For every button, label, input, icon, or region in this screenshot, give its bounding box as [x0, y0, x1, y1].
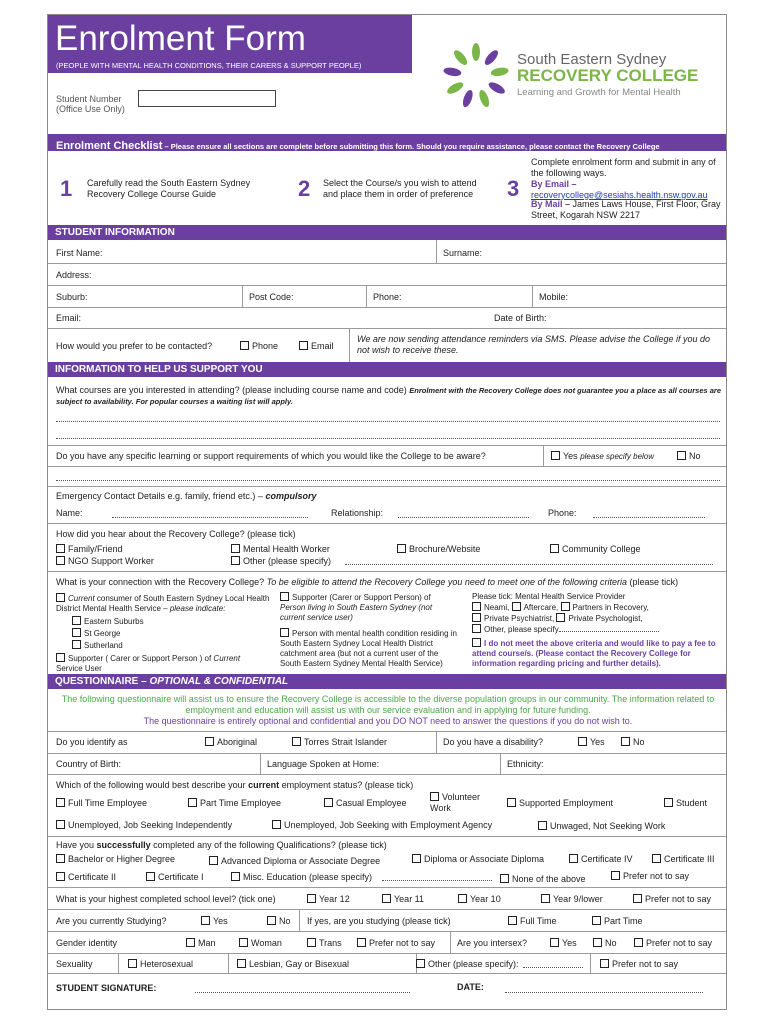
- qual-label: Certificate III: [664, 854, 715, 864]
- questionnaire-intro-1: The following questionnaire will assist us to ensure the Recovery College is accessible to the diverse population groups in our community. The information related to employment and education will assist us with our service evaluation and in applying for future funding.: [61, 694, 715, 715]
- checkbox-icon[interactable]: [472, 624, 481, 633]
- supporter-person-text: Supporter (Carer or Support Person) of: [292, 593, 431, 602]
- provider-label: Neami,: [484, 603, 510, 612]
- gender-label: Gender identity: [56, 938, 118, 948]
- ethnicity-label[interactable]: Ethnicity:: [507, 759, 544, 769]
- school-label: Year 12: [319, 894, 350, 904]
- studying-yes-label: Yes: [213, 916, 228, 926]
- tick-provider: Please tick: Mental Health Service Provider: [472, 592, 626, 601]
- disability-label: Do you have a disability?: [443, 737, 544, 747]
- hear-other-field[interactable]: [345, 556, 713, 565]
- provider-label: Aftercare,: [523, 603, 559, 612]
- school-question: What is your highest completed school level? (tick one): [56, 894, 276, 904]
- contact-email-option[interactable]: [299, 341, 334, 351]
- area-eastern-suburbs[interactable]: [72, 616, 144, 626]
- checkbox-icon[interactable]: [299, 341, 308, 350]
- courses-q-text: What courses are you interested in attending? (please including course name and code): [56, 385, 407, 395]
- intersex-label: Are you intersex?: [457, 938, 528, 948]
- by-email-label: By Email –: [531, 179, 577, 189]
- sex-other-field[interactable]: [523, 960, 583, 968]
- emp-unemployed-agency[interactable]: [272, 820, 492, 830]
- not-meet-text: I do not meet the above criteria and would like to pay a fee to attend course/s. (Please contact the Recovery College for information regarding pricing and further details).: [472, 639, 716, 668]
- checkbox-icon[interactable]: [231, 544, 240, 553]
- sex-opt-label: Other (please specify):: [428, 959, 519, 969]
- emp-label: Volunteer: [442, 792, 481, 802]
- school-year-11[interactable]: [382, 894, 424, 904]
- gender-opt-label: Woman: [251, 938, 282, 948]
- student-number-label: Student Number: [56, 94, 122, 104]
- qual-q-pre: Have you: [56, 840, 95, 850]
- questionnaire-heading-text: QUESTIONNAIRE –: [55, 676, 147, 687]
- emp-casual[interactable]: [324, 798, 407, 808]
- checkbox-icon[interactable]: [209, 856, 218, 865]
- emp-label: Unemployed, Job Seeking Independently: [68, 820, 233, 830]
- recovery-college-logo-icon: [440, 40, 512, 112]
- gender-prefer-not[interactable]: [357, 938, 435, 948]
- checkbox-icon[interactable]: [56, 653, 65, 662]
- supporter-person[interactable]: [280, 592, 450, 623]
- emp-unwaged[interactable]: [538, 821, 665, 831]
- phone-label[interactable]: Phone:: [373, 292, 402, 302]
- signature-field[interactable]: [195, 984, 410, 993]
- checkbox-icon[interactable]: [267, 916, 276, 925]
- checkbox-icon[interactable]: [280, 592, 289, 601]
- emp-label: Full Time Employee: [68, 798, 148, 808]
- student-info-heading: STUDENT INFORMATION: [48, 225, 726, 240]
- contact-phone-label: Phone: [252, 341, 279, 351]
- step-2-text: Select the Course/s you wish to attend and place them in order of preference: [323, 178, 477, 199]
- checkbox-icon[interactable]: [500, 874, 509, 883]
- school-year-9[interactable]: [541, 894, 603, 904]
- provider-other-field[interactable]: [559, 625, 659, 632]
- sex-opt-label: Lesbian, Gay or Bisexual: [249, 959, 350, 969]
- courses-line-1[interactable]: [56, 413, 720, 422]
- emergency-phone-label: Phone:: [548, 508, 577, 518]
- hear-ngo-label: NGO Support Worker: [68, 556, 154, 566]
- checkbox-icon[interactable]: [507, 798, 516, 807]
- area-sutherland[interactable]: [72, 640, 123, 650]
- hear-family-label: Family/Friend: [68, 544, 123, 554]
- studying-full-time[interactable]: [508, 916, 557, 926]
- checkbox-icon[interactable]: [201, 916, 210, 925]
- checkbox-icon[interactable]: [593, 938, 602, 947]
- checkbox-icon[interactable]: [239, 938, 248, 947]
- courses-note: Enrolment with the Recovery College does not guarantee you a place as all courses are subject to availability. For popular courses a waiting list will apply.: [56, 386, 722, 406]
- qual-cert-ii[interactable]: [56, 872, 116, 882]
- person-mh-text: Person with mental health condition residing in South Eastern Sydney Local Health District catchment area (but not a current user of the South Eastern Sydney Mental Health Service): [280, 629, 457, 668]
- connection-q-text: What is your connection with the Recovery College?: [56, 577, 265, 587]
- checkbox-icon[interactable]: [56, 556, 65, 565]
- questionnaire-heading: [48, 674, 726, 689]
- provider-label: Private Psychiatrist,: [484, 614, 555, 623]
- emergency-name-label: Name:: [56, 508, 83, 518]
- studying-no-label: No: [279, 916, 291, 926]
- checkbox-icon[interactable]: [240, 341, 249, 350]
- checkbox-icon[interactable]: [677, 451, 686, 460]
- employment-question: [56, 780, 413, 790]
- sex-other[interactable]: [416, 959, 519, 969]
- hear-brochure[interactable]: [397, 544, 480, 554]
- hear-community[interactable]: [550, 544, 641, 554]
- person-living-text: Person living in South Eastern Sydney (not current service user): [280, 603, 433, 622]
- checkbox-icon[interactable]: [188, 798, 197, 807]
- courses-line-2[interactable]: [56, 430, 720, 439]
- checkbox-icon[interactable]: [508, 916, 517, 925]
- school-prefer-not[interactable]: [633, 894, 711, 904]
- qual-cert-iv[interactable]: [569, 854, 633, 864]
- checkbox-icon[interactable]: [56, 872, 65, 881]
- hear-ngo[interactable]: [56, 556, 154, 566]
- checkbox-icon[interactable]: [357, 938, 366, 947]
- checkbox-icon[interactable]: [578, 737, 587, 746]
- providers-row-2[interactable]: [472, 613, 643, 623]
- connection-tick: (please tick): [629, 577, 679, 587]
- date-label: DATE:: [457, 982, 484, 992]
- contact-email-label: Email: [311, 341, 334, 351]
- support-heading: INFORMATION TO HELP US SUPPORT YOU: [48, 362, 726, 377]
- checkbox-icon[interactable]: [231, 556, 240, 565]
- step-3-number: 3: [507, 176, 520, 201]
- surname-label[interactable]: Surname:: [443, 248, 483, 258]
- checkbox-icon[interactable]: [561, 602, 570, 611]
- checkbox-icon[interactable]: [146, 872, 155, 881]
- checkbox-icon[interactable]: [472, 602, 481, 611]
- by-mail: [531, 199, 721, 221]
- emergency-name-field[interactable]: [112, 509, 308, 518]
- school-year-10[interactable]: [458, 894, 501, 904]
- checkbox-icon[interactable]: [56, 544, 65, 553]
- checkbox-icon[interactable]: [550, 544, 559, 553]
- qual-label: Advanced Diploma or Associate Degree: [221, 856, 381, 866]
- gender-woman[interactable]: [239, 938, 282, 948]
- emp-label: Casual Employee: [336, 798, 407, 808]
- checkbox-icon[interactable]: [538, 821, 547, 830]
- qual-bachelor[interactable]: [56, 854, 175, 864]
- relationship-label: Relationship:: [331, 508, 384, 518]
- gender-opt-label: Man: [198, 938, 216, 948]
- dob-label[interactable]: Date of Birth:: [494, 313, 547, 323]
- page-title: Enrolment Form: [55, 19, 306, 58]
- studying-no[interactable]: [267, 916, 291, 926]
- emp-label: Student: [676, 798, 708, 808]
- qual-diploma[interactable]: [412, 854, 544, 864]
- studying-yes[interactable]: [201, 916, 228, 926]
- hear-brochure-label: Brochure/Website: [409, 544, 481, 554]
- checkbox-icon[interactable]: [56, 593, 65, 602]
- contact-pref-label: How would you prefer to be contacted?: [56, 341, 213, 351]
- checkbox-icon[interactable]: [382, 894, 391, 903]
- studying-question: Are you currently Studying?: [56, 916, 167, 926]
- qual-cert-i[interactable]: [146, 872, 204, 882]
- checkbox-icon[interactable]: [56, 798, 65, 807]
- gender-opt-label: Trans: [319, 938, 342, 948]
- emp-q-pre: Which of the following would best describe your: [56, 780, 246, 790]
- sexuality-label: Sexuality: [56, 959, 93, 969]
- checkbox-icon[interactable]: [621, 737, 630, 746]
- qual-label: Bachelor or Higher Degree: [68, 854, 176, 864]
- hear-mhw[interactable]: [231, 544, 330, 554]
- current-word: Current: [68, 594, 95, 603]
- emergency-label: [56, 491, 316, 501]
- learning-question: Do you have any specific learning or support requirements of which you would like the College to be aware?: [56, 451, 486, 461]
- checkbox-icon[interactable]: [551, 451, 560, 460]
- questionnaire-heading-italic: OPTIONAL & CONFIDENTIAL: [149, 676, 289, 687]
- checkbox-icon[interactable]: [472, 613, 481, 622]
- emp-supported[interactable]: [507, 798, 613, 808]
- qual-label: None of the above: [512, 874, 586, 884]
- courses-question: [56, 385, 721, 407]
- checkbox-icon[interactable]: [430, 792, 439, 801]
- hear-question: How did you hear about the Recovery College? (please tick): [56, 529, 296, 539]
- country-label[interactable]: Country of Birth:: [56, 759, 122, 769]
- checkbox-icon[interactable]: [550, 938, 559, 947]
- checkbox-icon[interactable]: [556, 613, 565, 622]
- checkbox-icon[interactable]: [569, 854, 578, 863]
- sex-heterosexual[interactable]: [128, 959, 193, 969]
- relationship-field[interactable]: [398, 509, 529, 518]
- intersex-opt-label: Yes: [562, 938, 577, 948]
- qual-q-bold: successfully: [96, 840, 151, 850]
- provider-label: Partners in Recovery,: [572, 603, 649, 612]
- emp-label: Unwaged, Not Seeking Work: [550, 821, 666, 831]
- disability-yes[interactable]: [578, 737, 605, 747]
- checkbox-icon[interactable]: [652, 854, 661, 863]
- aboriginal-label: Aboriginal: [217, 737, 258, 747]
- step-1-text: Carefully read the South Eastern Sydney Recovery College Course Guide: [87, 178, 251, 199]
- qual-prefer-not[interactable]: [611, 871, 689, 881]
- intersex-prefer-not[interactable]: [634, 938, 712, 948]
- emp-label: Part Time Employee: [200, 798, 282, 808]
- language-label[interactable]: Language Spoken at Home:: [267, 759, 380, 769]
- learning-line[interactable]: [56, 472, 720, 481]
- address-label[interactable]: Address:: [56, 270, 92, 280]
- provider-label: Other, please specify: [484, 625, 559, 634]
- identify-label: Do you identify as: [56, 737, 128, 747]
- checkbox-icon[interactable]: [633, 894, 642, 903]
- emp-part-time[interactable]: [188, 798, 281, 808]
- by-email: [531, 179, 577, 190]
- checkbox-icon[interactable]: [128, 959, 137, 968]
- intersex-opt-label: Prefer not to say: [646, 938, 713, 948]
- suburb-label[interactable]: Suburb:: [56, 292, 88, 302]
- student-number-field[interactable]: [138, 90, 276, 107]
- gender-opt-label: Prefer not to say: [369, 938, 436, 948]
- emergency-phone-field[interactable]: [593, 509, 705, 518]
- tsi-label: Torres Strait Islander: [304, 737, 388, 747]
- checkbox-icon[interactable]: [512, 602, 521, 611]
- checkbox-icon[interactable]: [280, 628, 289, 637]
- connection-note: To be eligible to attend the Recovery College you need to meet one of the following criteria: [266, 577, 628, 587]
- person-mh[interactable]: [280, 628, 460, 669]
- hear-other-label: Other (please specify): [243, 556, 332, 566]
- learning-yes-label: Yes: [563, 451, 578, 461]
- sex-opt-label: Heterosexual: [140, 959, 194, 969]
- by-mail-label: By Mail –: [531, 199, 571, 209]
- checkbox-icon[interactable]: [634, 938, 643, 947]
- checkbox-icon[interactable]: [205, 737, 214, 746]
- logo-line-2: RECOVERY COLLEGE: [517, 66, 699, 85]
- not-meet-criteria[interactable]: [472, 638, 722, 669]
- checkbox-icon[interactable]: [237, 959, 246, 968]
- checklist-title: Enrolment Checklist: [56, 140, 163, 152]
- school-label: Year 11: [394, 894, 425, 904]
- checkbox-icon[interactable]: [324, 798, 333, 807]
- studying-part-time[interactable]: [592, 916, 643, 926]
- checkbox-icon[interactable]: [56, 854, 65, 863]
- logo-line-1: South Eastern Sydney: [517, 51, 667, 68]
- step-3-text: Complete enrolment form and submit in any of the following ways.: [531, 157, 716, 178]
- signature-label: STUDENT SIGNATURE:: [56, 983, 157, 993]
- checkbox-icon[interactable]: [416, 959, 425, 968]
- emp-volunteer[interactable]: [430, 792, 480, 814]
- qualification-question: [56, 840, 387, 850]
- checkbox-icon[interactable]: [72, 616, 81, 625]
- current-word-2: Current: [213, 654, 241, 663]
- checkbox-icon[interactable]: [72, 628, 81, 637]
- emp-q-post: employment status? (please tick): [281, 780, 414, 790]
- disability-no-label: No: [633, 737, 645, 747]
- emp-label: Unemployed, Job Seeking with Employment Agency: [284, 820, 493, 830]
- checkbox-icon[interactable]: [186, 938, 195, 947]
- providers-row-1[interactable]: [472, 602, 649, 612]
- school-label: Prefer not to say: [645, 894, 712, 904]
- step-1-number: 1: [60, 176, 73, 201]
- qual-none[interactable]: [500, 874, 586, 884]
- emp-unemployed-independent[interactable]: [56, 820, 232, 830]
- qual-q-post: completed any of the following Qualifications? (please tick): [153, 840, 387, 850]
- page-subtitle: (PEOPLE WITH MENTAL HEALTH CONDITIONS, THEIR CARERS & SUPPORT PEOPLE): [56, 61, 362, 70]
- qual-label: Misc. Education (please specify): [243, 872, 373, 882]
- checkbox-icon[interactable]: [272, 820, 281, 829]
- emp-label: Supported Employment: [519, 798, 614, 808]
- email-link[interactable]: recoverycollege@sesiahs.health.nsw.gov.au: [531, 190, 708, 200]
- emp-student[interactable]: [664, 798, 707, 808]
- please-indicate: please indicate:: [169, 604, 226, 613]
- first-name-label[interactable]: First Name:: [56, 248, 103, 258]
- email-label[interactable]: Email:: [56, 313, 82, 323]
- intersex-no[interactable]: [593, 938, 617, 948]
- checkbox-icon[interactable]: [458, 894, 467, 903]
- qual-label: Prefer not to say: [623, 871, 690, 881]
- supporter-current[interactable]: [56, 653, 261, 674]
- emp-full-time[interactable]: [56, 798, 147, 808]
- post-code-label[interactable]: Post Code:: [249, 292, 294, 302]
- checkbox-icon[interactable]: [72, 640, 81, 649]
- qual-cert-iii[interactable]: [652, 854, 715, 864]
- sex-lgb[interactable]: [237, 959, 349, 969]
- step-2-number: 2: [298, 176, 311, 201]
- checkbox-icon[interactable]: [231, 872, 240, 881]
- checkbox-icon[interactable]: [541, 894, 550, 903]
- provider-label: Private Psychologist,: [568, 614, 643, 623]
- qual-label: Certificate IV: [581, 854, 633, 864]
- area-st-george[interactable]: [72, 628, 120, 638]
- school-label: Year 10: [470, 894, 501, 904]
- checklist-note: – Please ensure all sections are complete before submitting this form. Should you require assistance, please contact the Recovery College: [162, 142, 660, 151]
- emp-label: Work: [430, 803, 451, 813]
- checkbox-icon[interactable]: [472, 638, 481, 647]
- learning-no-label: No: [689, 451, 701, 461]
- supporter-current-text: Supporter ( Carer or Support Person ) of: [68, 654, 212, 663]
- qual-adv-diploma[interactable]: [209, 856, 380, 866]
- qual-label: Diploma or Associate Diploma: [424, 854, 545, 864]
- compulsory-text: compulsory: [265, 491, 317, 501]
- service-user-text: Service User: [56, 664, 102, 673]
- checkbox-icon[interactable]: [600, 959, 609, 968]
- area-label: Sutherland: [84, 641, 123, 650]
- date-field[interactable]: [505, 984, 703, 993]
- gender-trans[interactable]: [307, 938, 342, 948]
- questionnaire-intro-2: The questionnaire is entirely optional and confidential and you DO NOT need to answer the questions if you do not wish to.: [143, 716, 633, 726]
- mobile-label[interactable]: Mobile:: [539, 292, 569, 302]
- office-use-label: (Office Use Only): [56, 104, 125, 114]
- checkbox-icon[interactable]: [611, 871, 620, 880]
- intersex-opt-label: No: [605, 938, 617, 948]
- current-consumer[interactable]: [56, 593, 281, 614]
- emergency-text: Emergency Contact Details e.g. family, friend etc.) –: [56, 491, 263, 501]
- identify-aboriginal[interactable]: [205, 737, 257, 747]
- intersex-yes[interactable]: [550, 938, 577, 948]
- providers-row-3[interactable]: [472, 624, 659, 634]
- checkbox-icon[interactable]: [397, 544, 406, 553]
- school-year-12[interactable]: [307, 894, 350, 904]
- logo-line-3: Learning and Growth for Mental Health: [517, 87, 681, 98]
- checkbox-icon[interactable]: [412, 854, 421, 863]
- emp-q-bold: current: [248, 780, 280, 790]
- full-time-label: Full Time: [520, 916, 557, 926]
- sex-prefer-not[interactable]: [600, 959, 678, 969]
- checklist-bar-text: [56, 136, 660, 154]
- mail-address: James Laws House, First Floor, Gray Street, Kogarah NSW 2217: [531, 199, 721, 220]
- disability-yes-label: Yes: [590, 737, 605, 747]
- sex-opt-label: Prefer not to say: [612, 959, 679, 969]
- checkbox-icon[interactable]: [592, 916, 601, 925]
- hear-community-label: Community College: [562, 544, 641, 554]
- studying-if: If yes, are you studying (please tick): [307, 916, 451, 926]
- checkbox-icon[interactable]: [307, 894, 316, 903]
- disability-no[interactable]: [621, 737, 645, 747]
- checkbox-icon[interactable]: [307, 938, 316, 947]
- area-label: St George: [84, 629, 121, 638]
- qual-misc-field[interactable]: [382, 872, 492, 881]
- learning-yes-note: please specify below: [580, 452, 655, 461]
- hear-family[interactable]: [56, 544, 123, 554]
- checkbox-icon[interactable]: [56, 820, 65, 829]
- connection-question: [56, 577, 678, 587]
- contact-phone-option[interactable]: [240, 341, 278, 351]
- checkbox-icon[interactable]: [292, 737, 301, 746]
- qual-label: Certificate II: [68, 872, 117, 882]
- area-label: Eastern Suburbs: [84, 617, 144, 626]
- part-time-label: Part Time: [604, 916, 643, 926]
- identify-tsi[interactable]: [292, 737, 387, 747]
- hear-other[interactable]: [231, 556, 331, 566]
- learning-yes[interactable]: [551, 451, 654, 461]
- sms-note: We are now sending attendance reminders via SMS. Please advise the College if you do not wish to receive these.: [357, 334, 711, 355]
- qual-label: Certificate I: [158, 872, 204, 882]
- learning-no[interactable]: [677, 451, 701, 461]
- hear-mhw-label: Mental Health Worker: [243, 544, 330, 554]
- qual-misc[interactable]: [231, 872, 372, 882]
- school-label: Year 9/lower: [553, 894, 603, 904]
- gender-man[interactable]: [186, 938, 216, 948]
- checkbox-icon[interactable]: [664, 798, 673, 807]
- current-consumer-text: consumer of South Eastern Sydney Local Health District Mental Health Service –: [56, 594, 270, 613]
